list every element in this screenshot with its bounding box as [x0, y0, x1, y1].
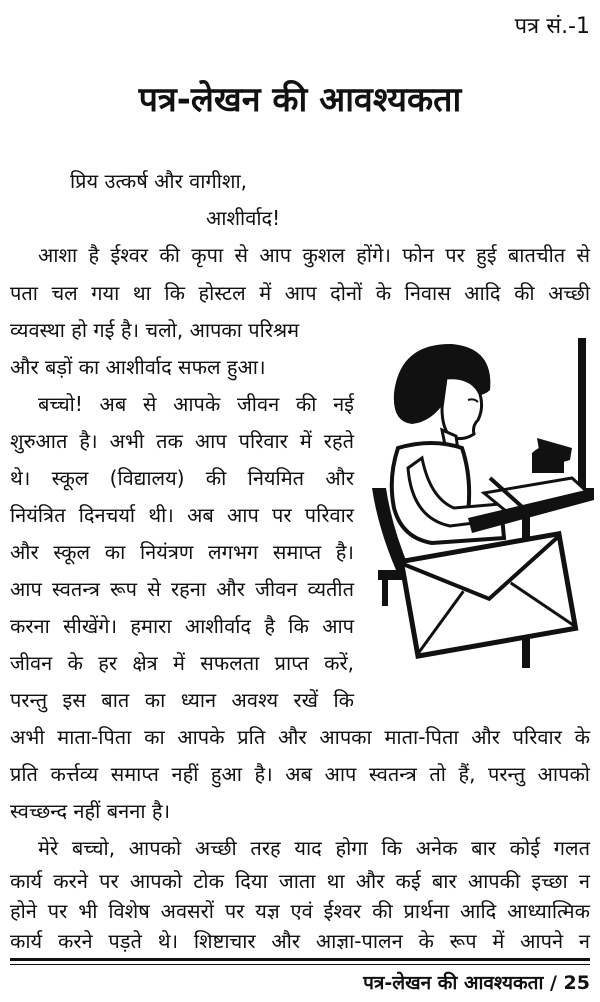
text-line: थे। स्कूल (विद्यालय) की नियमित और	[10, 466, 354, 490]
text-line: आप स्वतन्त्र रूप से रहना और जीवन व्यतीत	[10, 577, 354, 601]
text-line: कार्य करने पड़ते थे। शिष्टाचार और आज्ञा-पालन के रूप में आपने न	[10, 929, 590, 953]
text-line: बच्चो! अब से आपके जीवन की नई	[38, 392, 354, 416]
text-line: कार्य करने पर आपको टोक दिया जाता था और कई बार आपकी इच्छा न	[10, 869, 590, 893]
footer-rule-thin	[10, 964, 590, 965]
woman-writing-letter-illustration	[372, 338, 594, 668]
blessing-line: आशीर्वाद!	[206, 206, 281, 230]
text-line: करना सीखेंगे। हमारा आशीर्वाद है कि आप	[10, 614, 354, 638]
text-line: परन्तु इस बात का ध्यान अवश्य रखें कि	[10, 688, 354, 712]
salutation-line: प्रिय उत्कर्ष और वागीशा,	[70, 169, 248, 193]
footer-rule-thick	[10, 958, 590, 961]
running-footer	[363, 970, 590, 996]
running-title: पत्र-लेखन की आवश्यकता	[363, 972, 544, 994]
text-line: नियंत्रित दिनचर्या थी। अब आप पर परिवार	[10, 503, 354, 527]
text-line: और स्कूल का नियंत्रण लगभग समाप्त है।	[10, 540, 354, 564]
text-line: प्रति कर्त्तव्य समाप्त नहीं हुआ है। अब आप स्वतन्त्र तो हैं, परन्तु आपको	[10, 762, 590, 786]
text-line: व्यवस्था हो गई है। चलो, आपका परिश्रम	[10, 318, 300, 342]
letter-number: पत्र सं.-1	[514, 14, 590, 39]
text-line: अभी माता-पिता का आपके प्रति और आपका माता-पिता और परिवार के	[10, 725, 590, 749]
text-line: और बड़ों का आशीर्वाद सफल हुआ।	[10, 355, 266, 379]
text-line: स्वच्छन्द नहीं बनना है।	[10, 799, 171, 823]
text-line: जीवन के हर क्षेत्र में सफलता प्राप्त करें,	[10, 651, 354, 675]
text-line: मेरे बच्चो, आपको अच्छी तरह याद होगा कि अनेक बार कोई गलत	[38, 836, 590, 860]
text-line: पता चल गया था कि होस्टल में आप दोनों के निवास आदि की अच्छी	[10, 281, 590, 305]
text-line: होने पर भी विशेष अवसरों पर यज्ञ एवं ईश्वर की प्रार्थना आदि आध्यात्मिक	[10, 899, 590, 923]
page-number: / 25	[550, 972, 590, 994]
text-line: शुरुआत है। अभी तक आप परिवार में रहते	[10, 429, 354, 453]
page-title: पत्र-लेखन की आवश्यकता	[138, 80, 462, 120]
text-line: आशा है ईश्वर की कृपा से आप कुशल होंगे। फोन पर हुई बातचीत से	[38, 243, 590, 267]
